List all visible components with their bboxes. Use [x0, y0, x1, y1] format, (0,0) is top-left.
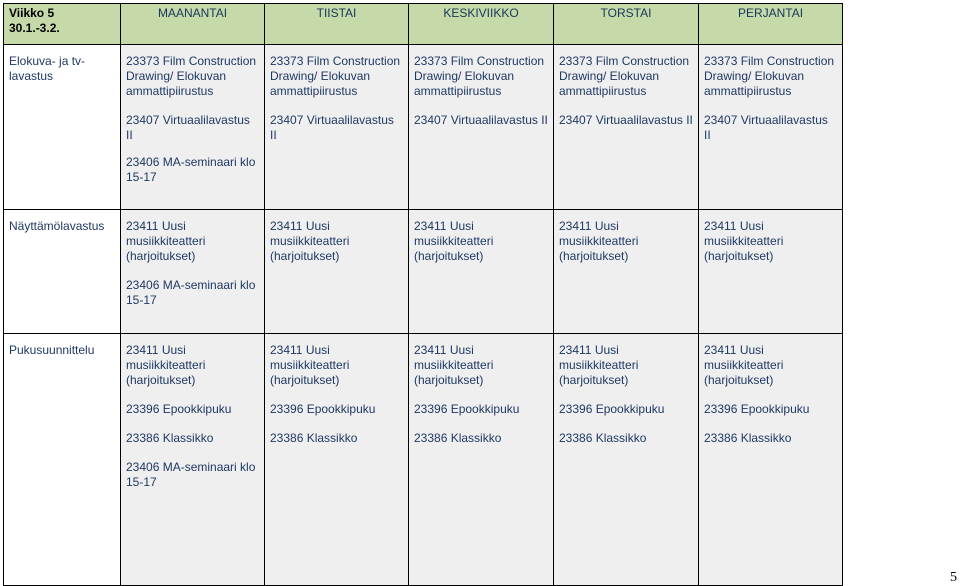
course-entry: 23396 Epookkipuku	[270, 402, 376, 416]
week-label	[4, 4, 121, 45]
header-row	[4, 4, 843, 45]
day-wednesday: KESKIVIIKKO	[409, 4, 554, 45]
page-number: 5	[950, 570, 957, 585]
day-friday: PERJANTAI	[699, 4, 843, 45]
course-entry: 23386 Klassikko	[270, 431, 358, 445]
course-entry: 23396 Epookkipuku	[559, 402, 665, 416]
schedule-cell-fri	[699, 45, 843, 210]
room-label: Näyttämölavastus	[4, 210, 121, 334]
course-entry: 23396 Epookkipuku	[704, 402, 810, 416]
schedule-cell-mon	[121, 210, 265, 334]
course-entry: 23411 Uusi musiikkiteatteri (harjoitukset)	[126, 219, 206, 263]
course-entry: 23386 Klassikko	[559, 431, 647, 445]
course-entry: 23411 Uusi musiikkiteatteri (harjoitukset)	[270, 219, 350, 263]
course-entry: 23406 MA-seminaari klo 15-17	[126, 155, 256, 184]
schedule-table	[3, 3, 843, 586]
schedule-cell-thu	[554, 210, 699, 334]
schedule-cell-tue	[265, 334, 409, 586]
course-entry: 23373 Film Construction Drawing/ Elokuvan ammattipiirustus	[704, 54, 835, 98]
course-entry: 23411 Uusi musiikkiteatteri (harjoitukset)	[126, 343, 206, 387]
week-number: Viikko 5	[9, 6, 55, 20]
schedule-cell-mon	[121, 45, 265, 210]
course-entry: 23407 Virtuaalilavastus II	[414, 113, 548, 127]
course-entry: 23406 MA-seminaari klo 15-17	[126, 460, 256, 489]
course-entry: 23396 Epookkipuku	[414, 402, 520, 416]
course-entry: 23411 Uusi musiikkiteatteri (harjoitukset)	[559, 219, 639, 263]
schedule-cell-thu	[554, 334, 699, 586]
course-entry: 23386 Klassikko	[414, 431, 502, 445]
schedule-cell-wed	[409, 210, 554, 334]
course-entry: 23386 Klassikko	[126, 431, 214, 445]
room-row-film-tv	[4, 45, 843, 210]
schedule-cell-tue	[265, 45, 409, 210]
course-entry: 23373 Film Construction Drawing/ Elokuvan ammattipiirustus	[559, 54, 690, 98]
schedule-cell-fri	[699, 334, 843, 586]
room-label: Elokuva- ja tv-lavastus	[4, 45, 121, 210]
schedule-cell-wed	[409, 334, 554, 586]
course-entry: 23411 Uusi musiikkiteatteri (harjoitukset)	[414, 343, 494, 387]
schedule-cell-mon	[121, 334, 265, 586]
course-entry: 23407 Virtuaalilavastus II	[270, 113, 394, 142]
schedule-cell-tue	[265, 210, 409, 334]
day-tuesday: TIISTAI	[265, 4, 409, 45]
schedule-cell-thu	[554, 45, 699, 210]
course-entry: 23411 Uusi musiikkiteatteri (harjoitukset)	[270, 343, 350, 387]
schedule-cell-wed	[409, 45, 554, 210]
course-entry: 23373 Film Construction Drawing/ Elokuvan ammattipiirustus	[270, 54, 401, 98]
room-row-costume	[4, 334, 843, 586]
day-monday: MAANANTAI	[121, 4, 265, 45]
room-label: Pukusuunnittelu	[4, 334, 121, 586]
course-entry: 23396 Epookkipuku	[126, 402, 232, 416]
week-dates: 30.1.-3.2.	[9, 21, 60, 35]
course-entry: 23407 Virtuaalilavastus II	[704, 113, 828, 142]
course-entry: 23411 Uusi musiikkiteatteri (harjoitukset)	[704, 219, 784, 263]
course-entry: 23407 Virtuaalilavastus II	[559, 113, 693, 127]
course-entry: 23373 Film Construction Drawing/ Elokuvan ammattipiirustus	[126, 54, 257, 98]
course-entry: 23373 Film Construction Drawing/ Elokuvan ammattipiirustus	[414, 54, 545, 98]
course-entry: 23386 Klassikko	[704, 431, 792, 445]
day-thursday: TORSTAI	[554, 4, 699, 45]
schedule-cell-fri	[699, 210, 843, 334]
course-entry: 23406 MA-seminaari klo 15-17	[126, 278, 256, 307]
course-entry: 23411 Uusi musiikkiteatteri (harjoitukset)	[704, 343, 784, 387]
course-entry: 23411 Uusi musiikkiteatteri (harjoitukset)	[559, 343, 639, 387]
course-entry: 23411 Uusi musiikkiteatteri (harjoitukset)	[414, 219, 494, 263]
course-entry: 23407 Virtuaalilavastus II	[126, 113, 250, 142]
room-row-stage	[4, 210, 843, 334]
